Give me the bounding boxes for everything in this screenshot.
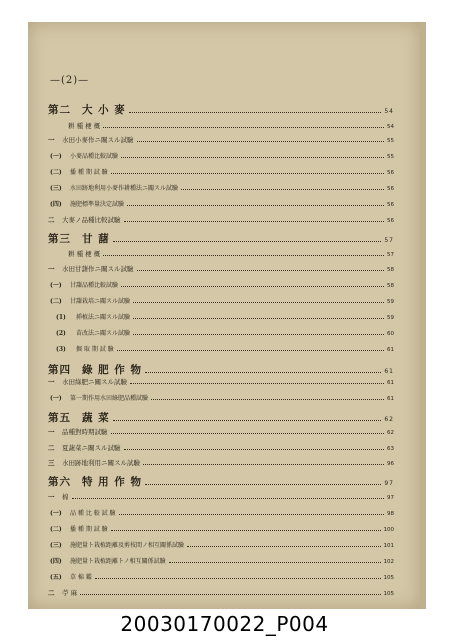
toc-entry-title: 棉 (62, 493, 69, 501)
toc-entry-title: 苗改法ニ關スル試驗 (76, 330, 131, 337)
toc-entry-number: 一 (48, 136, 55, 144)
toc-entry-number: (三) (50, 542, 62, 549)
toc-entry-title: 施肥量ト栽植距離及剪枝間ノ相互關係試驗 (70, 542, 185, 549)
toc-entry-page: 56 (387, 186, 394, 192)
toc-entry-page: 55 (387, 138, 394, 144)
toc-entry (48, 410, 394, 425)
toc-entry-page: 61 (387, 347, 394, 353)
dot-leader (111, 173, 384, 174)
toc-entry-page: 101 (383, 543, 394, 549)
dot-leader (80, 594, 380, 595)
toc-entry (48, 231, 394, 246)
toc-entry-page: 63 (387, 446, 394, 452)
toc-entry-number: 一 (48, 378, 55, 386)
toc-entry (48, 474, 394, 489)
dot-leader (145, 484, 381, 485)
dot-leader (72, 498, 385, 499)
toc-entry-page: 57 (387, 252, 394, 258)
toc-entry-page: 59 (387, 299, 394, 305)
toc-entry-page: 98 (387, 511, 394, 517)
toc-entry (50, 296, 394, 306)
image-caption: 20030170022_P004 (120, 612, 329, 636)
toc-entry-title: 水田甘藷作ニ關スル試驗 (62, 265, 134, 273)
dot-leader (127, 205, 384, 206)
toc-entry-number: 二 (48, 444, 55, 452)
toc-entry (48, 215, 394, 225)
toc-entry-title: 耕 種 梗 概 (68, 122, 101, 130)
table-of-contents (28, 22, 420, 609)
toc-entry-title: 播 種 期 試 驗 (70, 169, 108, 176)
toc-entry-page: 54 (384, 108, 394, 115)
toc-entry-number: (二) (50, 169, 62, 176)
toc-entry-number: (一) (50, 153, 62, 160)
dot-leader (119, 514, 384, 515)
toc-entry-number: 第四 (48, 364, 71, 376)
toc-entry (48, 377, 394, 387)
toc-entry-number: (一) (50, 395, 62, 402)
page-number: —(2)— (50, 75, 90, 86)
dot-leader (133, 302, 384, 303)
toc-entry-number: (3) (56, 346, 66, 353)
toc-entry-number: 二 (48, 216, 55, 224)
toc-entry (48, 135, 394, 145)
toc-entry-number: (一) (50, 282, 62, 289)
toc-entry-page: 54 (387, 124, 394, 130)
scanned-page (28, 22, 420, 609)
toc-entry-number: (三) (50, 185, 62, 192)
dot-leader (121, 286, 384, 287)
toc-entry (50, 167, 394, 177)
dot-leader (133, 318, 384, 319)
toc-entry-title: 第一期作用水田綠肥品種試驗 (70, 395, 149, 402)
toc-entry (50, 199, 394, 209)
toc-entry-title: 小麥品種比較試驗 (70, 153, 119, 160)
dot-leader (124, 449, 385, 450)
toc-entry-number: (四) (50, 201, 62, 208)
toc-entry-page: 56 (387, 218, 394, 224)
dot-leader (103, 255, 384, 256)
toc-entry (56, 312, 394, 322)
toc-entry-page: 105 (383, 591, 394, 597)
toc-entry-title: 大麥ノ品種比較試驗 (62, 216, 121, 224)
toc-entry-page: 56 (387, 202, 394, 208)
dot-leader (143, 464, 384, 465)
dot-leader (133, 334, 384, 335)
toc-entry (48, 443, 394, 453)
toc-entry-number: (四) (50, 558, 62, 565)
dot-leader (130, 383, 384, 384)
dot-leader (129, 112, 382, 113)
toc-entry-title: 水田跡地利用小麥作耕種法ニ關スル試驗 (70, 185, 179, 192)
dot-leader (121, 157, 384, 158)
toc-entry-number: (二) (50, 298, 62, 305)
toc-entry (56, 344, 394, 354)
toc-entry-title: 品種對時期試驗 (62, 428, 108, 436)
toc-entry-number: 第五 (48, 412, 71, 424)
toc-entry-number: 第三 (48, 233, 71, 245)
toc-entry-page: 56 (387, 170, 394, 176)
dot-leader (145, 372, 381, 373)
dot-leader (137, 141, 385, 142)
toc-entry-page: 105 (383, 575, 394, 581)
toc-entry (50, 508, 394, 518)
toc-entry-page: 60 (387, 331, 394, 337)
toc-entry-number: 三 (48, 459, 55, 467)
toc-entry-title: 水田小麥作ニ關スル試驗 (62, 136, 134, 144)
toc-entry-title: 苧 麻 (62, 589, 78, 597)
dot-leader (151, 399, 384, 400)
toc-entry-page: 61 (387, 396, 394, 402)
toc-entry-page: 58 (387, 267, 394, 273)
toc-entry (48, 588, 394, 598)
toc-entry (50, 151, 394, 161)
toc-entry-page: 97 (384, 480, 394, 487)
toc-entry-page: 59 (387, 315, 394, 321)
toc-entry-title: 草 棉 鑑 (70, 574, 92, 581)
toc-entry (48, 458, 394, 468)
dot-leader (124, 221, 385, 222)
toc-entry-title: 挿植法ニ關スル試驗 (76, 314, 131, 321)
toc-entry (50, 280, 394, 290)
toc-entry-number: (1) (56, 314, 66, 321)
toc-entry (50, 524, 394, 534)
toc-entry-title: 水田跡地利用ニ關スル試驗 (62, 459, 140, 467)
dot-leader (187, 546, 380, 547)
dot-leader (113, 420, 382, 421)
toc-entry-title: 綠 肥 作 物 (82, 364, 142, 376)
toc-entry (48, 264, 394, 274)
toc-entry-number: 一 (48, 428, 55, 436)
toc-entry-title: 施肥標準量決定試驗 (70, 201, 125, 208)
toc-entry-title: 甘藷品種比較試驗 (70, 282, 119, 289)
toc-entry-page: 62 (384, 416, 394, 423)
dot-leader (111, 433, 385, 434)
dot-leader (113, 241, 382, 242)
toc-entry-number: (五) (50, 574, 62, 581)
toc-entry-title: 甘 藷 (82, 233, 110, 245)
dot-leader (103, 127, 384, 128)
toc-entry-page: 97 (387, 495, 394, 501)
toc-entry (50, 540, 394, 550)
toc-entry-number: 第六 (48, 476, 71, 488)
toc-entry (50, 183, 394, 193)
toc-entry-title: 夏蔬菜ニ關スル試驗 (62, 444, 121, 452)
dot-leader (111, 530, 381, 531)
toc-entry (48, 427, 394, 437)
toc-entry-page: 61 (384, 368, 394, 375)
toc-entry-page: 62 (387, 430, 394, 436)
toc-entry-title: 播 種 期 試 驗 (70, 526, 108, 533)
toc-entry-number: 第二 (48, 104, 71, 116)
toc-entry-page: 55 (387, 154, 394, 160)
dot-leader (169, 562, 381, 563)
toc-entry-title: 施肥量ト栽植距離トノ相互關係試驗 (70, 558, 166, 565)
toc-entry-page: 102 (383, 559, 394, 565)
toc-entry-page: 57 (384, 237, 394, 244)
toc-entry-number: 一 (48, 493, 55, 501)
toc-entry-page: 58 (387, 283, 394, 289)
toc-entry (50, 393, 394, 403)
toc-entry-number: 二 (48, 589, 55, 597)
toc-entry-title: 甘藷栽培ニ關スル試驗 (70, 298, 131, 305)
toc-entry-title: 特 用 作 物 (82, 476, 142, 488)
dot-leader (181, 189, 384, 190)
toc-entry (56, 328, 394, 338)
toc-entry-title: 品 種 比 較 試 驗 (70, 510, 116, 517)
toc-entry (54, 249, 394, 259)
toc-entry (50, 572, 394, 582)
toc-entry-title: 大 小 麥 (82, 104, 126, 116)
toc-entry-page: 100 (383, 527, 394, 533)
toc-entry-title: 水田綠肥ニ關スル試驗 (62, 378, 127, 386)
dot-leader (137, 270, 385, 271)
toc-entry (48, 102, 394, 117)
dot-leader (117, 350, 384, 351)
toc-entry-number: (二) (50, 526, 62, 533)
toc-entry-number: (一) (50, 510, 62, 517)
dot-leader (95, 578, 381, 579)
toc-entry-page: 96 (387, 461, 394, 467)
toc-entry-title: 耕 種 梗 概 (68, 250, 101, 258)
toc-entry (48, 362, 394, 377)
toc-entry-title: 掘 取 期 試 驗 (76, 346, 114, 353)
toc-entry-number: 一 (48, 265, 55, 273)
toc-entry (54, 121, 394, 131)
toc-entry (48, 492, 394, 502)
toc-entry-title: 蔬 菜 (82, 412, 110, 424)
toc-entry-page: 61 (387, 380, 394, 386)
toc-entry-number: (2) (56, 330, 66, 337)
toc-entry (50, 556, 394, 566)
